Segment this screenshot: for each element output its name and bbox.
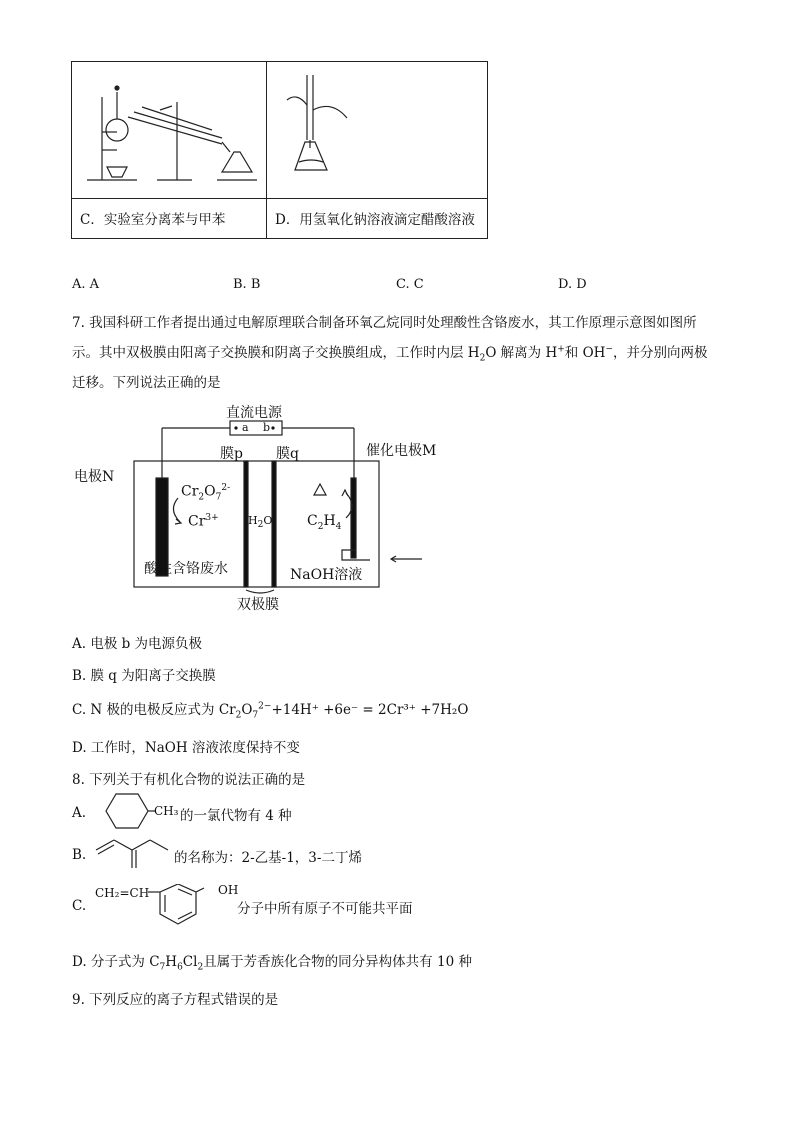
bipolar-membrane-label: 双极膜 — [237, 597, 279, 613]
vinylphenol-structure — [148, 884, 218, 934]
electrode-n-label: 电极N — [74, 469, 115, 485]
q8-option-b-label[interactable]: B. — [72, 847, 87, 863]
water-label: $H_2O$ — [248, 514, 273, 531]
left-solution-label: 酸性含铬废水 — [144, 561, 228, 577]
q7-option-c[interactable]: C. N 极的电极反应式为 $Cr_2O_7^{2-}+14H^+ +6e^- = 2Cr^{3+} +7H_2O$ — [72, 701, 469, 721]
membrane-q-label: 膜q — [276, 446, 299, 462]
table-divider-vertical — [266, 62, 267, 238]
q6-option-b[interactable]: B. B — [233, 277, 261, 292]
titration-illustration — [277, 70, 367, 185]
cell-d-caption: D．用氢氧化钠溶液滴定醋酸溶液 — [275, 212, 475, 228]
q8-option-c-label[interactable]: C. — [72, 898, 87, 914]
chromium-ion-label: $Cr^{3+}$ — [188, 513, 219, 530]
diene-structure — [92, 832, 177, 872]
q8-option-d[interactable]: D. 分子式为 $C_7H_6Cl_2$且属于芳香族化合物的同分异构体共有 10 种 — [72, 954, 472, 973]
q8-option-c-text: 分子中所有原子不可能共平面 — [237, 901, 413, 917]
q7-option-b[interactable]: B. 膜 q 为阳离子交换膜 — [72, 668, 216, 684]
q8-option-a-text: 的一氯代物有 4 种 — [180, 808, 292, 824]
terminal-a-label: a — [242, 421, 249, 434]
q9-stem: 9. 下列反应的离子方程式错误的是 — [72, 992, 279, 1008]
terminal-b-label: b — [263, 421, 271, 434]
right-solution-label: NaOH溶液 — [290, 567, 363, 583]
q6-option-a[interactable]: A. A — [72, 277, 100, 292]
ethylene-label: $C_2H_4$ — [307, 513, 342, 532]
q8-option-c-hydroxyl: OH — [218, 883, 239, 897]
q6-option-d[interactable]: D. D — [558, 277, 587, 292]
electrode-m-label: 催化电极M — [366, 443, 437, 459]
q7-stem-line1: 7. 我国科研工作者提出通过电解原理联合制备环氧乙烷同时处理酸性含铬废水，其工作原理示意图如图所 — [72, 315, 697, 331]
cell-c-caption: C．实验室分离苯与甲苯 — [80, 212, 226, 228]
electrolysis-diagram — [70, 398, 470, 620]
q7-option-d[interactable]: D. 工作时，NaOH 溶液浓度保持不变 — [72, 740, 300, 756]
dichromate-label: $Cr_2O_7^{2-}$ — [181, 483, 231, 503]
q8-option-a-group: CH₃ — [154, 804, 179, 818]
distillation-apparatus-illustration — [82, 72, 257, 192]
membrane-p-label: 膜p — [220, 446, 243, 462]
apparatus-table — [71, 61, 488, 239]
q6-option-c[interactable]: C. C — [396, 277, 424, 292]
q7-stem-line2: 示。其中双极膜由阳离子交换膜和阴离子交换膜组成，工作时内层 $H_2O$ 解离为 H+和 OH−，并分别向两极 — [72, 344, 708, 364]
q7-option-a[interactable]: A. 电极 b 为电源负极 — [72, 636, 203, 652]
table-divider-horizontal — [72, 198, 487, 199]
power-supply-label: 直流电源 — [226, 405, 282, 421]
q8-option-a-label[interactable]: A. — [72, 805, 87, 821]
q7-stem-line3: 迁移。下列说法正确的是 — [72, 375, 221, 391]
q8-option-b-text: 的名称为：2-乙基-1，3-二丁烯 — [174, 850, 362, 866]
q8-option-c-vinyl: CH₂=CH — [95, 886, 150, 900]
q8-stem: 8. 下列关于有机化合物的说法正确的是 — [72, 772, 306, 788]
